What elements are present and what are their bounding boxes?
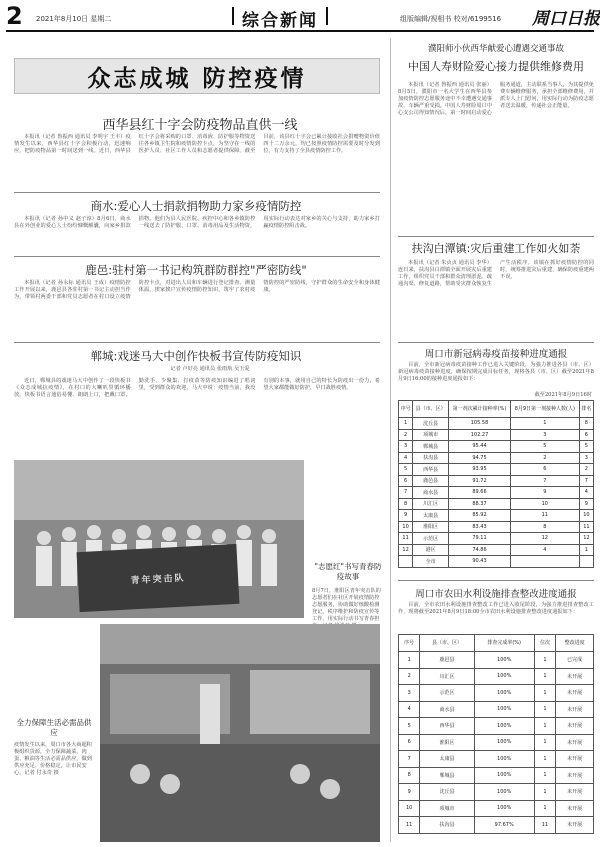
article-body-1: 本报讯（记者 鲁振西 通讯员 李明宇 王丰）疫情发生以来，西华县红十字会积极行动，迅速响应，把防疫物品第一时间送到一线。近日，西华县红十字会将采购的口罩、消毒液、防护服等物资送往各乡镇卫生院和疫情防控卡点，为坚守在一线的医护人员、社区工作人员和志愿者提供保障。截至目前，该县红十字会已累计接收社会捐赠物资价值四十二万余元，均已按照疫情防控需要及时分发到位，有力支持了全县疫情防控工作。 xyxy=(14,134,380,154)
table-row xyxy=(399,544,594,556)
table-cell: 未开展 xyxy=(556,668,594,685)
table-cell: 5 xyxy=(510,441,579,453)
table-row xyxy=(399,441,594,453)
table-cell: 1 xyxy=(579,544,593,556)
table-row xyxy=(399,510,594,522)
table-cell: 90.43 xyxy=(449,556,511,568)
table-cell: 1 xyxy=(534,685,555,702)
table-cell: 3 xyxy=(579,452,593,464)
table-cell: 1 xyxy=(534,734,555,751)
table-cell: 6 xyxy=(510,464,579,476)
table-cell: 95.44 xyxy=(449,441,511,453)
table-cell: 8 xyxy=(579,418,593,430)
table-cell: 9 xyxy=(399,784,420,801)
divider xyxy=(14,192,380,193)
table-cell: 9 xyxy=(510,487,579,499)
table-row xyxy=(399,784,594,801)
table1-date: 截至2021年8月9日16时 xyxy=(534,392,592,398)
table-cell: 未开展 xyxy=(556,718,594,735)
irrigation-inspection-table xyxy=(398,634,594,834)
table-cell: 1 xyxy=(534,718,555,735)
table-cell: 97.67% xyxy=(474,817,534,834)
table-cell: 105.58 xyxy=(449,418,511,430)
table-cell: 100% xyxy=(474,685,534,702)
table-cell: 1 xyxy=(534,767,555,784)
article-body-2: 本报讯（记者 孙中义 赵子淳）8月6日，商水县在外创业的爱心人士纷纷慷慨解囊，向家乡捐款捐物。他们为县人民医院、疾控中心和各乡镇防控一线送去了防护服、口罩、消毒用品及生活物资，用实际行动表达对家乡的关心与支持，助力家乡打赢疫情防控阻击战。 xyxy=(14,216,380,229)
page-number: 2 xyxy=(6,2,23,30)
table-cell: 100% xyxy=(474,784,534,801)
photo1-caption-body: 8月7日，淮阳区青年突击队的志愿者们在社区开展疫情防控志愿服务，协助做好核酸检测登记、秩序维护和防疫宣传等工作，用实际行动书写青春担 xyxy=(312,588,381,622)
table-cell: 7 xyxy=(399,487,413,499)
table-cell: 全市 xyxy=(413,556,449,568)
table-cell: 8 xyxy=(399,498,413,510)
photo1-caption-title: "志愿红"书写青春防疫故事 xyxy=(314,562,382,581)
table-cell: 7 xyxy=(399,751,420,768)
table-cell: 11 xyxy=(510,510,579,522)
table-cell: 川汇区 xyxy=(413,498,449,510)
table-cell: 10 xyxy=(399,521,413,533)
table-row xyxy=(399,652,594,669)
table-cell: 7 xyxy=(510,475,579,487)
table-cell: 4 xyxy=(399,701,420,718)
table-cell: 郸城县 xyxy=(413,441,449,453)
table-cell: 已完成 xyxy=(556,652,594,669)
table-cell: 5 xyxy=(399,464,413,476)
divider xyxy=(398,236,594,237)
divider xyxy=(398,580,594,581)
photo2-caption-title: 全力保障生活必需品供应 xyxy=(16,718,92,737)
table-cell: 9 xyxy=(579,498,593,510)
table-cell: 1 xyxy=(510,418,579,430)
table-cell: 83.43 xyxy=(449,521,511,533)
supermarket-photo xyxy=(100,624,380,842)
table1-title: 周口市新冠病毒疫苗接种进度通报 xyxy=(424,349,568,360)
table-row xyxy=(399,498,594,510)
table-cell: 10 xyxy=(579,510,593,522)
table-cell: 1 xyxy=(534,652,555,669)
table-cell: 89.66 xyxy=(449,487,511,499)
table-cell: 85.92 xyxy=(449,510,511,522)
table-cell: 太康县 xyxy=(420,751,474,768)
article-body-3: 本报讯（记者 孙永标 通讯员 王成）疫情防控工作开展以来，鹿邑县各驻村第一书记主动担当作为，带领村两委干部和党员志愿者在村口设立疫情防控卡点，对进出人员和车辆进行登记排查、测量体温，挨家挨户宣传疫情防控知识，筑牢了农村疫情防控的严密防线，守护群众的生命安全和身体健康。 xyxy=(14,280,380,300)
table-cell: 12 xyxy=(579,533,593,545)
table-row xyxy=(399,751,594,768)
table-cell: 88.37 xyxy=(449,498,511,510)
table-row xyxy=(399,452,594,464)
table-cell: 11 xyxy=(579,521,593,533)
table-cell: 2 xyxy=(399,429,413,441)
table-cell: 未开展 xyxy=(556,701,594,718)
table-header-cell: 县（市、区） xyxy=(420,635,474,652)
table-cell: 太康县 xyxy=(413,510,449,522)
article-title-1: 西华县红十字会防疫物品直供一线 xyxy=(102,118,298,133)
table-row xyxy=(399,734,594,751)
table-cell: 1 xyxy=(534,668,555,685)
divider xyxy=(398,342,594,343)
article-title-2: 商水:爱心人士捐款捐物助力家乡疫情防控 xyxy=(90,199,302,213)
table-cell: 12 xyxy=(399,544,413,556)
table-cell: 沈丘县 xyxy=(420,784,474,801)
table-cell: 5 xyxy=(399,718,420,735)
article-body-4: 近日，郸城县的戏迷马大中创作了一段快板书《众志成城抗疫情》，在村口的大喇叭里循环播放。快板书语言通俗易懂、朗朗上口，把戴口罩、勤洗手、少聚集、打疫苗等防疫知识编进了唱词里，受到群众的欢迎。马大中说：疫情当前，我没有别的本事，就用自己的特长为防疫出一份力，希望大家都能做好防护，早日战胜疫情。 xyxy=(14,378,380,398)
right-kicker: 濮阳师小伙西华献爱心遭遇交通事故 xyxy=(427,44,564,54)
table-row xyxy=(399,475,594,487)
table-cell: 100% xyxy=(474,800,534,817)
table-cell: 1 xyxy=(399,418,413,430)
table-row xyxy=(399,487,594,499)
table-cell: 100% xyxy=(474,718,534,735)
divider xyxy=(14,342,380,343)
table-cell xyxy=(579,556,593,568)
table-cell: 2 xyxy=(399,668,420,685)
table-cell: 川汇区 xyxy=(420,668,474,685)
table-cell: 11 xyxy=(399,817,420,834)
table-cell: 10 xyxy=(510,498,579,510)
table2-title: 周口市农田水利设施排查整改进度通报 xyxy=(415,589,577,600)
table-cell: 93.95 xyxy=(449,464,511,476)
table-cell: 91.72 xyxy=(449,475,511,487)
vaccination-progress-table xyxy=(398,400,594,568)
table-cell: 未开展 xyxy=(556,751,594,768)
table-cell: 1 xyxy=(534,784,555,801)
table-cell: 未开展 xyxy=(556,800,594,817)
table-cell: 102.27 xyxy=(449,429,511,441)
table-cell: 项城市 xyxy=(420,800,474,817)
table-cell: 西华县 xyxy=(413,464,449,476)
table-header-cell: 位次 xyxy=(534,635,555,652)
table-cell: 2 xyxy=(579,464,593,476)
table-cell: 100% xyxy=(474,652,534,669)
table-cell: 100% xyxy=(474,767,534,784)
table-cell: 6 xyxy=(579,429,593,441)
table-cell: 6 xyxy=(399,734,420,751)
table-row xyxy=(399,533,594,545)
table-row xyxy=(399,464,594,476)
article-title-3: 鹿邑:驻村第一书记构筑群防群控"严密防线" xyxy=(85,263,307,277)
table-header-cell: 县（市、区） xyxy=(413,401,449,418)
table-cell: 郸城县 xyxy=(420,767,474,784)
table-cell: 100% xyxy=(474,734,534,751)
table-cell: 扶沟县 xyxy=(420,817,474,834)
photo2-caption-body: 疫情发生以来，周口市各大商超积极组织货源，全力保障蔬菜、肉蛋、粮油等生活必需品供应，做到供应充足、价格稳定，让市民安心。记者 付永奇 摄 xyxy=(14,742,92,776)
table-cell: 商水县 xyxy=(420,701,474,718)
table-cell: 商水县 xyxy=(413,487,449,499)
table-cell: 淮阳区 xyxy=(413,521,449,533)
table-row xyxy=(399,668,594,685)
table-cell: 扶沟县 xyxy=(413,452,449,464)
table-cell: 100% xyxy=(474,701,534,718)
table-cell: 项城市 xyxy=(413,429,449,441)
table-cell: 4 xyxy=(510,544,579,556)
table-cell: 4 xyxy=(579,487,593,499)
table-row xyxy=(399,701,594,718)
table-cell: 8 xyxy=(510,521,579,533)
table-cell: 100% xyxy=(474,668,534,685)
column-divider xyxy=(390,38,391,842)
table-cell: 3 xyxy=(399,441,413,453)
table-row xyxy=(399,685,594,702)
table-cell: 未开展 xyxy=(556,817,594,834)
table-header-cell: 排查完成率(%) xyxy=(474,635,534,652)
table-cell: 未开展 xyxy=(556,685,594,702)
table-cell: 11 xyxy=(399,533,413,545)
table-row xyxy=(399,521,594,533)
produce-shelves xyxy=(100,624,380,842)
table-row xyxy=(399,800,594,817)
table-cell: 9 xyxy=(399,510,413,522)
table-cell: 未开展 xyxy=(556,784,594,801)
right-title-2: 扶沟白潭镇:灾后重建工作如火如荼 xyxy=(411,242,581,255)
table-cell: 鹿邑县 xyxy=(413,475,449,487)
table-header-cell: 序号 xyxy=(399,401,413,418)
table-cell: 沈丘县 xyxy=(413,418,449,430)
youth-commando-flag: 青年突击队 xyxy=(77,544,240,612)
table-cell: 1 xyxy=(399,652,420,669)
table-cell: 示范区 xyxy=(420,685,474,702)
editor-line: 组版编辑/视相书 校对/6199516 xyxy=(400,15,502,23)
article-title-4: 郸城:戏迷马大中创作快板书宣传防疫知识 xyxy=(90,349,302,363)
table-cell: 94.75 xyxy=(449,452,511,464)
table-cell: 淮阳区 xyxy=(420,734,474,751)
table-cell: 7 xyxy=(579,475,593,487)
table-row xyxy=(399,718,594,735)
right-body-2: 本报讯（记者 朱贞贞 通讯员 李华）连日来，扶沟县白潭镇全面开展灾后重建工作，组织党员干部和群众清理淤泥、疏通沟渠、修复道路，帮助受灾群众恢复生产生活秩序。该镇在抓好疫情防控的同时，统筹推进灾后重建，确保防疫重建两不误。 xyxy=(398,260,594,287)
table-cell: 11 xyxy=(534,817,555,834)
table-cell: 74.86 xyxy=(449,544,511,556)
table-cell: 6 xyxy=(399,475,413,487)
right-body-1: 本报讯（记者 鲁振西 通讯员 张丽）8月5日，濮阳市一名大学生在西华县参加疫情防控志愿服务途中不幸遭遇交通事故，车辆严重受损。中国人寿财险周口中心支公司得知情况后，第一时间启动爱心服务通道，主动联系当事人，为其提供免费车辆维修服务，承担全部维修费用，并派专人上门慰问，用实际行动为防疫志愿者送去温暖，传递社会正能量。 xyxy=(398,82,594,116)
table-cell: 5 xyxy=(579,441,593,453)
section-title: 综合新闻 xyxy=(242,6,318,31)
table-cell: 8 xyxy=(399,767,420,784)
table-row xyxy=(399,767,594,784)
article-byline-4: 记者 卢好亮 通讯员 张雨航 吴玉爱 xyxy=(170,366,250,372)
table-header-cell: 排名 xyxy=(579,401,593,418)
table-cell: 港区 xyxy=(413,544,449,556)
divider xyxy=(14,256,380,257)
table-cell: 1 xyxy=(534,701,555,718)
table-row xyxy=(399,556,594,568)
table-cell: 4 xyxy=(399,452,413,464)
table-cell: 西华县 xyxy=(420,718,474,735)
table-cell: 鹿邑县 xyxy=(420,652,474,669)
right-title-1: 中国人寿财险爱心接力提供维修费用 xyxy=(408,60,584,73)
table-cell: 未开展 xyxy=(556,767,594,784)
table-cell: 12 xyxy=(510,533,579,545)
table-cell: 79.11 xyxy=(449,533,511,545)
newspaper-logo: 周口日报 xyxy=(532,9,600,29)
table-cell: 2 xyxy=(510,452,579,464)
table-cell: 3 xyxy=(399,685,420,702)
table2-intro: 目前，全市农田水利设施排查整改工作已进入收尾阶段，为强力推进排查整改工作，现将截至2021年8月9日18:00全市农田水利设施排查整改进度通报如下： xyxy=(398,602,594,615)
table-row xyxy=(399,817,594,834)
issue-date: 2021年8月10日 星期二 xyxy=(36,15,112,23)
table-cell: 1 xyxy=(534,751,555,768)
table-cell xyxy=(399,556,413,568)
table-cell: 未开展 xyxy=(556,734,594,751)
table-cell: 10 xyxy=(399,800,420,817)
table-cell: 3 xyxy=(510,429,579,441)
table-header-cell: 整改进度 xyxy=(556,635,594,652)
table-cell: 100% xyxy=(474,751,534,768)
table-header-cell: 第一剂次累计接种率(%) xyxy=(449,401,511,418)
table-row xyxy=(399,418,594,430)
table1-intro: 目前，全市新冠病毒疫苗接种工作已进入关键阶段，为强力推进各县（市、区）新冠病毒疫苗接种进度，确保按期完成目标任务，现将各县（市、区）截至2021年8月9日16:00的接种进度通报如下： xyxy=(398,362,594,382)
feature-banner: 众志成城 防控疫情 xyxy=(14,58,380,94)
table-row xyxy=(399,429,594,441)
table-cell: 1 xyxy=(534,800,555,817)
table-header-cell: 8月9日第一剂接种人数(人) xyxy=(510,401,579,418)
table-cell xyxy=(510,556,579,568)
table-cell: 示范区 xyxy=(413,533,449,545)
table-header-cell: 序号 xyxy=(399,635,420,652)
